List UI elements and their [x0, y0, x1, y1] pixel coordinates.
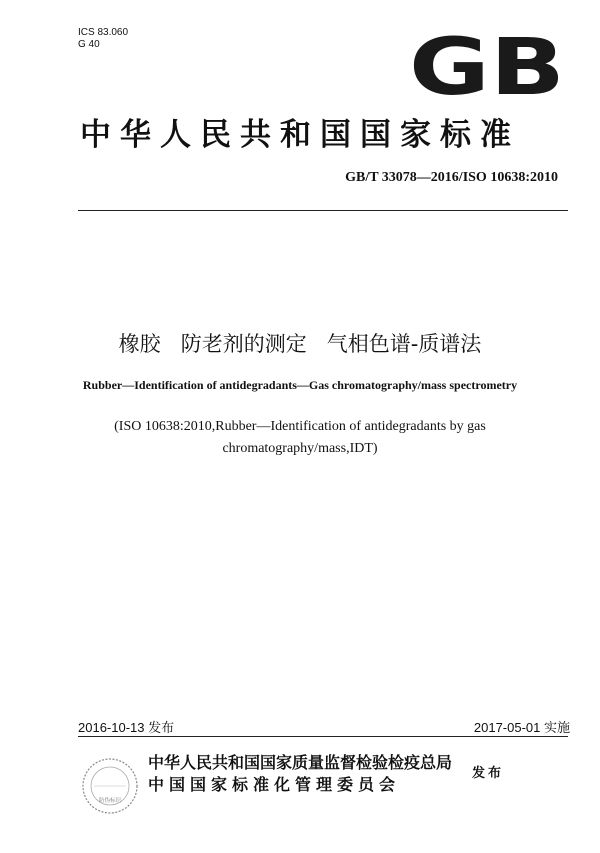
top-divider [78, 210, 568, 211]
svg-text:GB: GB [409, 34, 565, 100]
anti-counterfeit-stamp [80, 756, 140, 816]
ics-code: ICS 83.060 [78, 27, 129, 38]
publish-label: 发布 [472, 766, 505, 781]
svg-text:防伪标识: 防伪标识 [98, 798, 122, 804]
ccs-code: G 40 [78, 39, 100, 50]
document-title-cn: 橡胶 防老剂的测定 气相色谱-质谱法 [118, 332, 482, 356]
issue-date: 2016-10-13 发布 [78, 720, 175, 735]
implementation-date: 2017-05-01 实施 [473, 720, 570, 735]
iso-reference-line2: chromatography/mass,IDT) [222, 441, 378, 456]
gb-logo [407, 34, 567, 100]
issuer-aqsiq: 中华人民共和国国家质量监督检验检疫总局 [148, 753, 453, 772]
iso-reference-line1: (ISO 10638:2010,Rubber—Identification of antidegradants by gas [114, 419, 486, 434]
classification-codes [78, 27, 128, 51]
issuer-sac: 中国国家标准化管理委员会 [148, 775, 401, 794]
standard-title: 中华人民共和国国家标准 [80, 117, 520, 153]
document-title-en: Rubber—Identification of antidegradants—Gas chromatography/mass spectrometry [82, 378, 518, 392]
standard-number: GB/T 33078—2016/ISO 10638:2010 [345, 170, 558, 185]
bottom-divider [78, 736, 568, 737]
